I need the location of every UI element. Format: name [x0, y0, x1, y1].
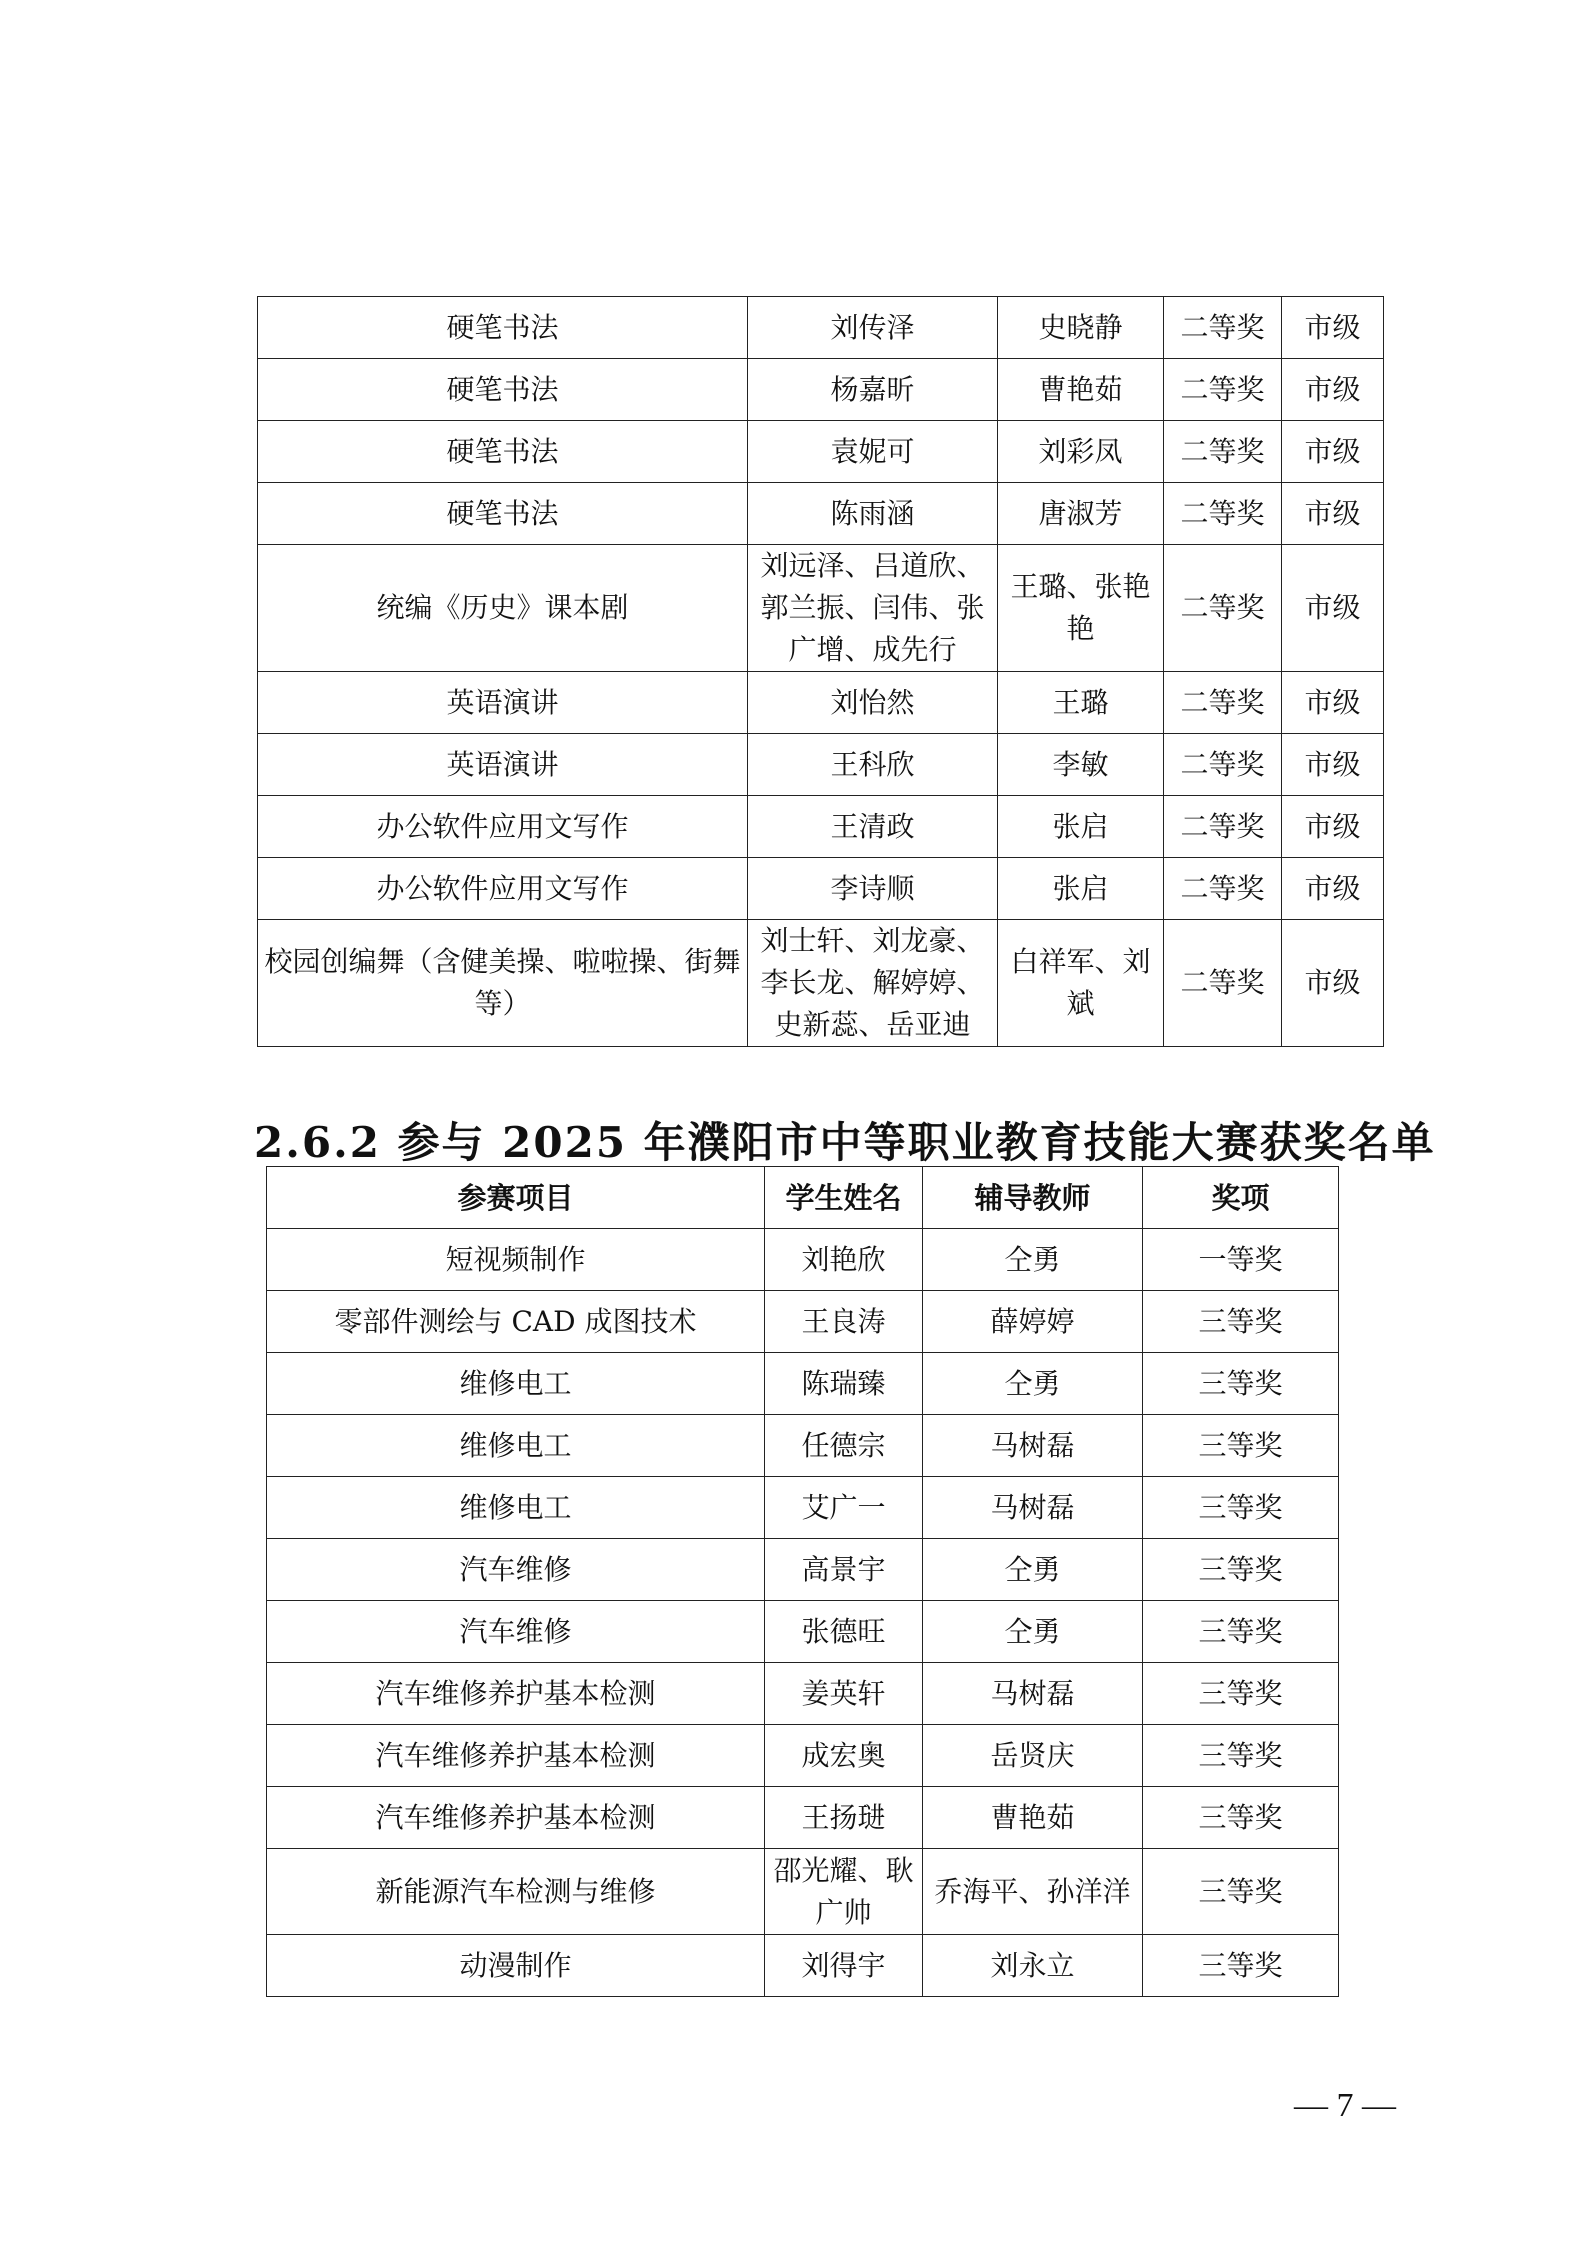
table-row [258, 483, 1384, 545]
award-table-city [257, 296, 1384, 1047]
teacher-cell: 马树磊 [923, 1477, 1143, 1539]
project-cell: 维修电工 [267, 1477, 765, 1539]
student-cell: 李诗顺 [748, 858, 998, 920]
table-row [258, 734, 1384, 796]
teacher-cell: 乔海平、孙洋洋 [923, 1849, 1143, 1935]
student-cell: 刘怡然 [748, 672, 998, 734]
project-cell: 办公软件应用文写作 [258, 796, 748, 858]
project-cell: 汽车维修 [267, 1601, 765, 1663]
table-row [258, 359, 1384, 421]
teacher-cell: 仝勇 [923, 1601, 1143, 1663]
student-cell: 高景宇 [765, 1539, 923, 1601]
award-cell: 三等奖 [1143, 1725, 1339, 1787]
award-table-skills-contest [266, 1166, 1339, 1997]
table-row [267, 1229, 1339, 1291]
student-cell: 王科欣 [748, 734, 998, 796]
teacher-cell: 仝勇 [923, 1229, 1143, 1291]
teacher-cell: 薛婷婷 [923, 1291, 1143, 1353]
table-row [267, 1849, 1339, 1935]
student-cell: 张德旺 [765, 1601, 923, 1663]
project-cell: 硬笔书法 [258, 421, 748, 483]
table-row [258, 545, 1384, 672]
student-cell: 刘得宇 [765, 1935, 923, 1997]
table-row [267, 1787, 1339, 1849]
column-header: 辅导教师 [923, 1167, 1143, 1229]
teacher-cell: 李敏 [998, 734, 1164, 796]
teacher-cell: 马树磊 [923, 1415, 1143, 1477]
award-cell: 二等奖 [1164, 920, 1282, 1047]
award-cell: 二等奖 [1164, 297, 1282, 359]
level-cell: 市级 [1282, 734, 1384, 796]
award-cell: 三等奖 [1143, 1787, 1339, 1849]
award-cell: 二等奖 [1164, 734, 1282, 796]
teacher-cell: 王璐、张艳艳 [998, 545, 1164, 672]
teacher-cell: 白祥军、刘斌 [998, 920, 1164, 1047]
teacher-cell: 史晓静 [998, 297, 1164, 359]
student-cell: 王良涛 [765, 1291, 923, 1353]
table-row [258, 858, 1384, 920]
project-cell: 硬笔书法 [258, 359, 748, 421]
student-cell: 邵光耀、耿广帅 [765, 1849, 923, 1935]
award-cell: 二等奖 [1164, 545, 1282, 672]
teacher-cell: 刘彩凤 [998, 421, 1164, 483]
level-cell: 市级 [1282, 359, 1384, 421]
table-row [267, 1601, 1339, 1663]
project-cell: 校园创编舞（含健美操、啦啦操、街舞等） [258, 920, 748, 1047]
award-cell: 三等奖 [1143, 1849, 1339, 1935]
award-cell: 三等奖 [1143, 1663, 1339, 1725]
teacher-cell: 唐淑芳 [998, 483, 1164, 545]
award-cell: 三等奖 [1143, 1601, 1339, 1663]
level-cell: 市级 [1282, 920, 1384, 1047]
student-cell: 成宏奥 [765, 1725, 923, 1787]
project-cell: 英语演讲 [258, 672, 748, 734]
student-cell: 王扬琎 [765, 1787, 923, 1849]
teacher-cell: 仝勇 [923, 1353, 1143, 1415]
award-cell: 三等奖 [1143, 1539, 1339, 1601]
award-cell: 三等奖 [1143, 1477, 1339, 1539]
teacher-cell: 仝勇 [923, 1539, 1143, 1601]
student-cell: 刘士轩、刘龙豪、李长龙、解婷婷、史新蕊、岳亚迪 [748, 920, 998, 1047]
table-row [258, 796, 1384, 858]
project-cell: 汽车维修养护基本检测 [267, 1725, 765, 1787]
student-cell: 刘传泽 [748, 297, 998, 359]
table-row [267, 1353, 1339, 1415]
level-cell: 市级 [1282, 672, 1384, 734]
project-cell: 英语演讲 [258, 734, 748, 796]
student-cell: 刘艳欣 [765, 1229, 923, 1291]
project-cell: 汽车维修养护基本检测 [267, 1663, 765, 1725]
project-cell: 维修电工 [267, 1415, 765, 1477]
student-cell: 王清政 [748, 796, 998, 858]
project-cell: 新能源汽车检测与维修 [267, 1849, 765, 1935]
award-cell: 一等奖 [1143, 1229, 1339, 1291]
project-cell: 办公软件应用文写作 [258, 858, 748, 920]
student-cell: 袁妮可 [748, 421, 998, 483]
teacher-cell: 马树磊 [923, 1663, 1143, 1725]
table-row [267, 1415, 1339, 1477]
project-cell: 硬笔书法 [258, 297, 748, 359]
teacher-cell: 张启 [998, 858, 1164, 920]
project-cell: 汽车维修 [267, 1539, 765, 1601]
level-cell: 市级 [1282, 858, 1384, 920]
award-cell: 三等奖 [1143, 1291, 1339, 1353]
level-cell: 市级 [1282, 545, 1384, 672]
table-row [258, 672, 1384, 734]
table-row [267, 1539, 1339, 1601]
table-row [258, 920, 1384, 1047]
column-header: 奖项 [1143, 1167, 1339, 1229]
teacher-cell: 刘永立 [923, 1935, 1143, 1997]
level-cell: 市级 [1282, 796, 1384, 858]
table-row [267, 1725, 1339, 1787]
award-cell: 二等奖 [1164, 421, 1282, 483]
student-cell: 陈雨涵 [748, 483, 998, 545]
teacher-cell: 张启 [998, 796, 1164, 858]
table-row [267, 1477, 1339, 1539]
award-cell: 三等奖 [1143, 1353, 1339, 1415]
level-cell: 市级 [1282, 483, 1384, 545]
page-number: — 7 — [1294, 2087, 1396, 2124]
project-cell: 汽车维修养护基本检测 [267, 1787, 765, 1849]
teacher-cell: 岳贤庆 [923, 1725, 1143, 1787]
table-header-row [267, 1167, 1339, 1229]
student-cell: 姜英轩 [765, 1663, 923, 1725]
table-row [267, 1935, 1339, 1997]
project-cell: 统编《历史》课本剧 [258, 545, 748, 672]
table-row [258, 421, 1384, 483]
award-cell: 二等奖 [1164, 672, 1282, 734]
student-cell: 杨嘉昕 [748, 359, 998, 421]
student-cell: 陈瑞臻 [765, 1353, 923, 1415]
award-cell: 二等奖 [1164, 858, 1282, 920]
student-cell: 任德宗 [765, 1415, 923, 1477]
teacher-cell: 曹艳茹 [923, 1787, 1143, 1849]
table-row [258, 297, 1384, 359]
award-cell: 二等奖 [1164, 796, 1282, 858]
project-cell: 维修电工 [267, 1353, 765, 1415]
section-title: 2.6.2 参与 2025 年濮阳市中等职业教育技能大赛获奖名单 [254, 1118, 1436, 1167]
column-header: 学生姓名 [765, 1167, 923, 1229]
teacher-cell: 王璐 [998, 672, 1164, 734]
award-cell: 三等奖 [1143, 1935, 1339, 1997]
teacher-cell: 曹艳茹 [998, 359, 1164, 421]
project-cell: 零部件测绘与 CAD 成图技术 [267, 1291, 765, 1353]
award-cell: 二等奖 [1164, 359, 1282, 421]
table-row [267, 1291, 1339, 1353]
project-cell: 硬笔书法 [258, 483, 748, 545]
project-cell: 动漫制作 [267, 1935, 765, 1997]
award-cell: 二等奖 [1164, 483, 1282, 545]
column-header: 参赛项目 [267, 1167, 765, 1229]
student-cell: 刘远泽、吕道欣、郭兰振、闫伟、张广增、成先行 [748, 545, 998, 672]
project-cell: 短视频制作 [267, 1229, 765, 1291]
student-cell: 艾广一 [765, 1477, 923, 1539]
table-row [267, 1663, 1339, 1725]
award-cell: 三等奖 [1143, 1415, 1339, 1477]
level-cell: 市级 [1282, 421, 1384, 483]
level-cell: 市级 [1282, 297, 1384, 359]
